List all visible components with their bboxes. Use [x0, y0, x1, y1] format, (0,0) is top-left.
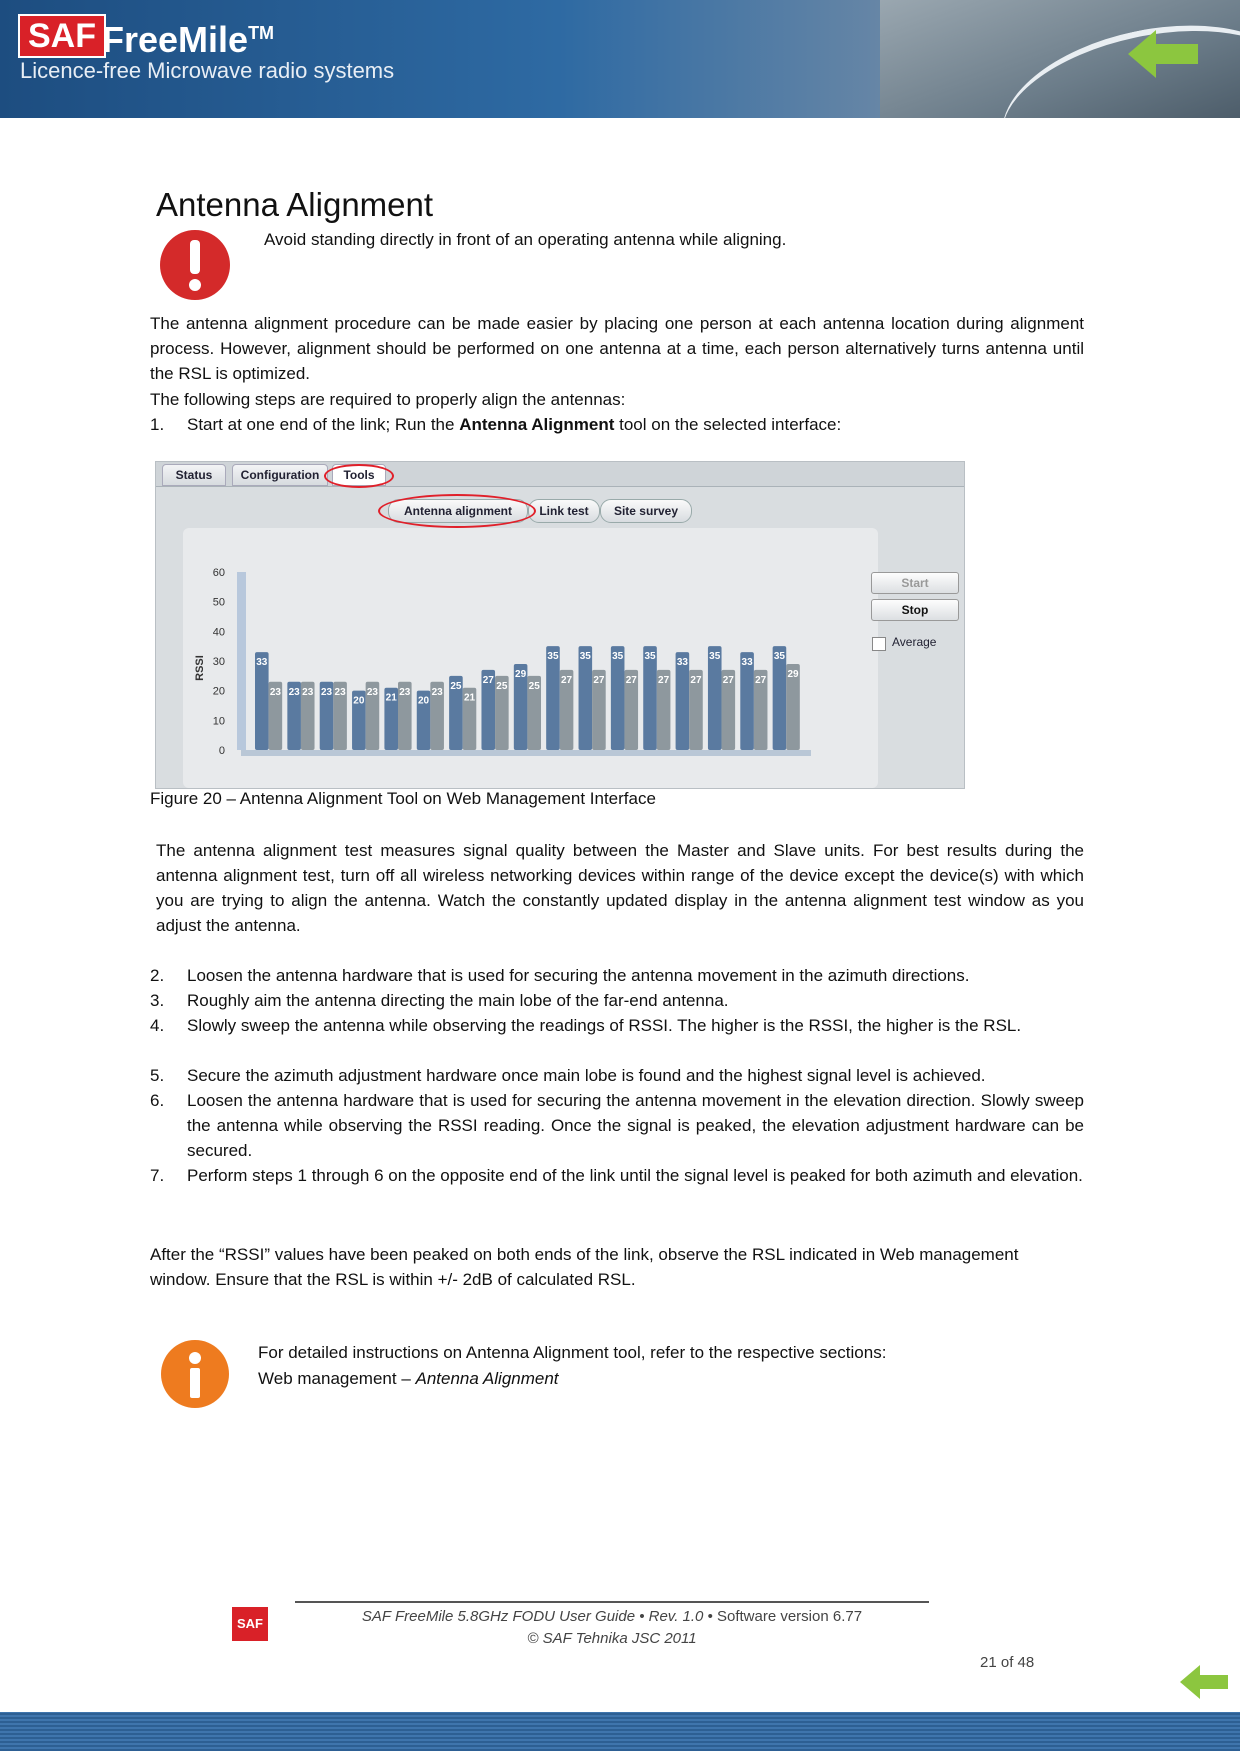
bar-value-label: 35 — [709, 651, 721, 663]
footer-guide: SAF FreeMile 5.8GHz FODU User Guide • Rev. 1.0 • — [361, 1608, 713, 1625]
step-1 — [187, 412, 1084, 437]
saf-logo: SAF — [18, 14, 106, 58]
footer-divider — [295, 1601, 929, 1603]
subtab-site-survey[interactable]: Site survey — [600, 499, 692, 523]
bar-value-label: 23 — [431, 686, 443, 698]
bar-value-label: 23 — [334, 686, 346, 698]
highlight-oval — [324, 464, 394, 488]
step-number: 2. — [150, 966, 165, 985]
header-banner — [0, 0, 1240, 118]
average-checkbox[interactable] — [872, 637, 886, 651]
footer-line-1 — [295, 1608, 929, 1625]
step-number: 4. — [150, 1016, 165, 1035]
bar-value-label: 27 — [755, 674, 767, 686]
bar-value-label: 23 — [269, 686, 281, 698]
step-1-post: tool on the selected interface: — [614, 415, 842, 434]
bar-value-label: 29 — [515, 668, 527, 680]
trademark: TM — [248, 23, 275, 43]
tagline: Licence-free Microwave radio systems — [20, 58, 395, 83]
back-arrow-icon[interactable] — [1180, 1662, 1228, 1702]
step-number: 3. — [150, 991, 165, 1010]
subtab-link-test[interactable]: Link test — [528, 499, 600, 523]
page-number: 21 of 48 — [980, 1654, 1035, 1671]
bar-value-label: 33 — [676, 657, 688, 669]
back-arrow-icon[interactable] — [1128, 26, 1198, 82]
bar-value-label: 23 — [366, 686, 379, 698]
start-button[interactable]: Start — [871, 572, 959, 594]
x-axis — [241, 750, 811, 756]
average-label: Average — [892, 635, 937, 649]
bar-value-label: 27 — [593, 674, 605, 686]
bar-value-label: 27 — [560, 674, 573, 686]
subtab-antenna-alignment[interactable]: Antenna alignment — [388, 499, 528, 523]
rssi-chart-panel — [183, 528, 878, 788]
antenna-alignment-screenshot — [155, 461, 965, 789]
bar-value-label: 20 — [417, 695, 430, 707]
highlight-oval — [378, 494, 536, 528]
footer-band — [0, 1712, 1240, 1751]
step-4: Slowly sweep the antenna while observing the readings of RSSI. The higher is the RSSI, the higher is the RSL. — [187, 1016, 1022, 1035]
explain-paragraph: The antenna alignment test measures signal quality between the Master and Slave units. For best results during the antenna alignment test, turn off all wireless networking devices within range of the device except the device(s) with which you are trying to align the antenna. Watch the constantly updated display in the antenna alignment test window as you adjust the antenna. — [156, 841, 1084, 935]
bar-value-label: 25 — [450, 680, 462, 692]
figure-caption: Figure 20 – Antenna Alignment Tool on Web Management Interface — [150, 789, 656, 808]
footer-saf-logo: SAF — [232, 1607, 268, 1641]
warning-text: Avoid standing directly in front of an operating antenna while aligning. — [264, 230, 787, 249]
footer-version: Software version 6.77 — [712, 1608, 863, 1625]
section-title: Antenna Alignment — [156, 186, 434, 223]
bar-value-label: 27 — [690, 674, 702, 686]
step-1-pre: Start at one end of the link; Run the — [187, 415, 460, 434]
tab-tools[interactable]: Tools — [332, 464, 386, 486]
bar-value-label: 23 — [320, 686, 333, 698]
y-tick-label: 40 — [212, 626, 225, 639]
bar-value-label: 25 — [496, 680, 508, 692]
intro-paragraph: The antenna alignment procedure can be made easier by placing one person at each antenna location during alignment process. However, alignment should be performed on one antenna at a time, each person alternatively turns antenna until the RSL is optimized. — [150, 314, 1084, 383]
bar-value-label: 35 — [579, 651, 591, 663]
bar-value-label: 27 — [722, 674, 734, 686]
bar-value-label: 20 — [353, 695, 365, 707]
freemile-wordmark: FreeMile — [102, 19, 249, 60]
bar-value-label: 33 — [741, 657, 753, 669]
bar-value-label: 35 — [773, 651, 786, 663]
step-3: Roughly aim the antenna directing the main lobe of the far-end antenna. — [187, 991, 729, 1010]
main-tab-bar — [156, 462, 964, 487]
y-tick-label: 20 — [212, 685, 225, 698]
step-6: Loosen the antenna hardware that is used for securing the antenna movement in the elevation direction. Slowly sweep the antenna while observing the RSSI reading. Once the signal is peaked, the elevation adjustment hardware can be secured. — [187, 1091, 1084, 1160]
bar-value-label: 21 — [385, 692, 397, 704]
bar-value-label: 29 — [787, 668, 799, 680]
info-line-2-pre: Web management – — [258, 1369, 416, 1388]
rssi-chart — [183, 528, 823, 788]
footer-copyright: © SAF Tehnika JSC 2011 — [527, 1630, 697, 1647]
scale-column — [237, 572, 246, 750]
bar-value-label: 23 — [302, 686, 314, 698]
info-line-1: For detailed instructions on Antenna Alignment tool, refer to the respective sections: — [258, 1343, 887, 1362]
info-line-2-link: Antenna Alignment — [415, 1369, 559, 1388]
bar-value-label: 35 — [644, 651, 656, 663]
bar-value-label: 27 — [658, 674, 670, 686]
y-axis-label: RSSI — [194, 655, 206, 681]
bar-value-label: 35 — [612, 651, 624, 663]
step-1-bold: Antenna Alignment — [459, 415, 615, 434]
tab-configuration[interactable]: Configuration — [232, 464, 328, 486]
bar-value-label: 23 — [288, 686, 300, 698]
bar-value-label: 23 — [399, 686, 411, 698]
y-tick-label: 0 — [218, 745, 225, 757]
stop-button[interactable]: Stop — [871, 599, 959, 621]
y-tick-label: 60 — [212, 567, 225, 579]
bar-value-label: 33 — [256, 657, 268, 669]
after-paragraph: After the “RSSI” values have been peaked on both ends of the link, observe the RSL indicated in Web management window. Ensure that the RSL is within +/- 2dB of calculated RSL. — [150, 1245, 1019, 1289]
bar-value-label: 25 — [528, 680, 540, 692]
step-number: 1. — [150, 415, 165, 434]
exclamation-icon — [160, 230, 230, 300]
steps-intro: The following steps are required to properly align the antennas: — [150, 390, 626, 409]
step-number: 6. — [150, 1091, 165, 1110]
bar-value-label: 27 — [625, 674, 637, 686]
step-2: Loosen the antenna hardware that is used for securing the antenna movement in the azimuth directions. — [187, 966, 970, 985]
step-number: 7. — [150, 1166, 165, 1185]
info-line-2 — [258, 1366, 559, 1391]
y-tick-label: 50 — [212, 596, 225, 609]
tab-status[interactable]: Status — [162, 464, 226, 486]
bar-value-label: 21 — [463, 692, 476, 704]
info-icon — [161, 1340, 229, 1408]
y-tick-label: 30 — [212, 656, 225, 668]
bar-value-label: 27 — [482, 674, 494, 686]
y-tick-label: 10 — [212, 715, 225, 728]
step-number: 5. — [150, 1066, 165, 1085]
step-5: Secure the azimuth adjustment hardware once main lobe is found and the highest signal level is achieved. — [187, 1066, 986, 1085]
step-7: Perform steps 1 through 6 on the opposite end of the link until the signal level is peaked for both azimuth and elevation. — [187, 1166, 1083, 1185]
bar-value-label: 35 — [547, 651, 559, 663]
